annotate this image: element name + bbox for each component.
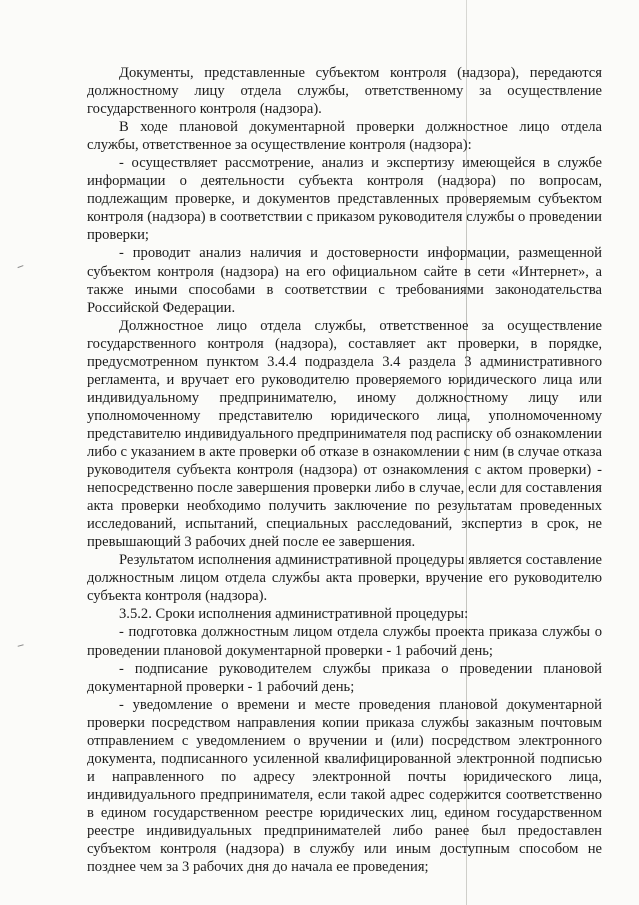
list-item: - подписание руководителем службы приказа о проведении плановой документарной проверки - 1 рабочий день;	[87, 660, 602, 695]
scan-mark	[17, 265, 24, 271]
list-item: - осуществляет рассмотрение, анализ и экспертизу имеющейся в службе информации о деятельности субъекта контроля (надзора) по вопросам, подлежащим проверке, и документов представленных проверяемым субъектом контроля (надзора) в соответствии с приказом руководителя службы о проведении проверки;	[87, 155, 602, 244]
scan-mark	[18, 644, 25, 649]
paragraph: Результатом исполнения административной процедуры является составление должностным лицом отдела службы акта проверки, вручение его руководителю субъекта контроля (надзора).	[87, 552, 602, 605]
list-item: - проводит анализ наличия и достоверности информации, размещенной субъектом контроля (надзора) на его официальном сайте в сети «Интернет», а также иными способами в соответствии с требованиями законодательства Российской Федерации.	[87, 245, 602, 316]
document-body	[87, 64, 602, 876]
paragraph: Должностное лицо отдела службы, ответственное за осуществление государственного контроля (надзора), составляет акт проверки, в порядке, предусмотренном пунктом 3.4.4 подраздела 3.4 раздела 3 административного регламента, и вручает его руководителю проверяемого юридического лица или индивидуальному предпринимателю, иному должностному лицу или уполномоченному представителю юридического лица, уполномоченному представителю индивидуального предпринимателя под расписку об ознакомлении либо с указанием в акте проверки об отказе в ознакомлении с ним (в случае отказа руководителя субъекта контроля (надзора) от ознакомления с актом проверки) - непосредственно после завершения проверки либо в случае, если для составления акта проверки необходимо получить заключение по результатам проведенных исследований, испытаний, специальных расследований, экспертиз в срок, не превышающий 3 рабочих дней после ее завершения.	[87, 317, 602, 551]
section-heading: 3.5.2. Сроки исполнения административной процедуры:	[119, 606, 469, 623]
list-item: - подготовка должностным лицом отдела службы проекта приказа службы о проведении плановой документарной проверки - 1 рабочий день;	[87, 624, 602, 659]
list-item: - уведомление о времени и месте проведения плановой документарной проверки посредством направления копии приказа службы заказным почтовым отправлением с уведомлением о вручении и (или) посредством электронного документа, подписанного усиленной квалифицированной электронной подписью и направленного по адресу электронной почты юридического лица, индивидуального предпринимателя, если такой адрес содержится соответственно в едином государственном реестре юридических лиц, едином государственном реестре индивидуальных предпринимателей либо ранее был предоставлен субъектом контроля (надзора) в службу или иным доступным способом не позднее чем за 3 рабочих дня до начала ее проведения;	[87, 696, 602, 876]
paragraph: Документы, представленные субъектом контроля (надзора), передаются должностному лицу отдела службы, ответственному за осуществление государственного контроля (надзора).	[87, 65, 602, 118]
paragraph: В ходе плановой документарной проверки должностное лицо отдела службы, ответственное за осуществление контроля (надзора):	[87, 119, 602, 154]
